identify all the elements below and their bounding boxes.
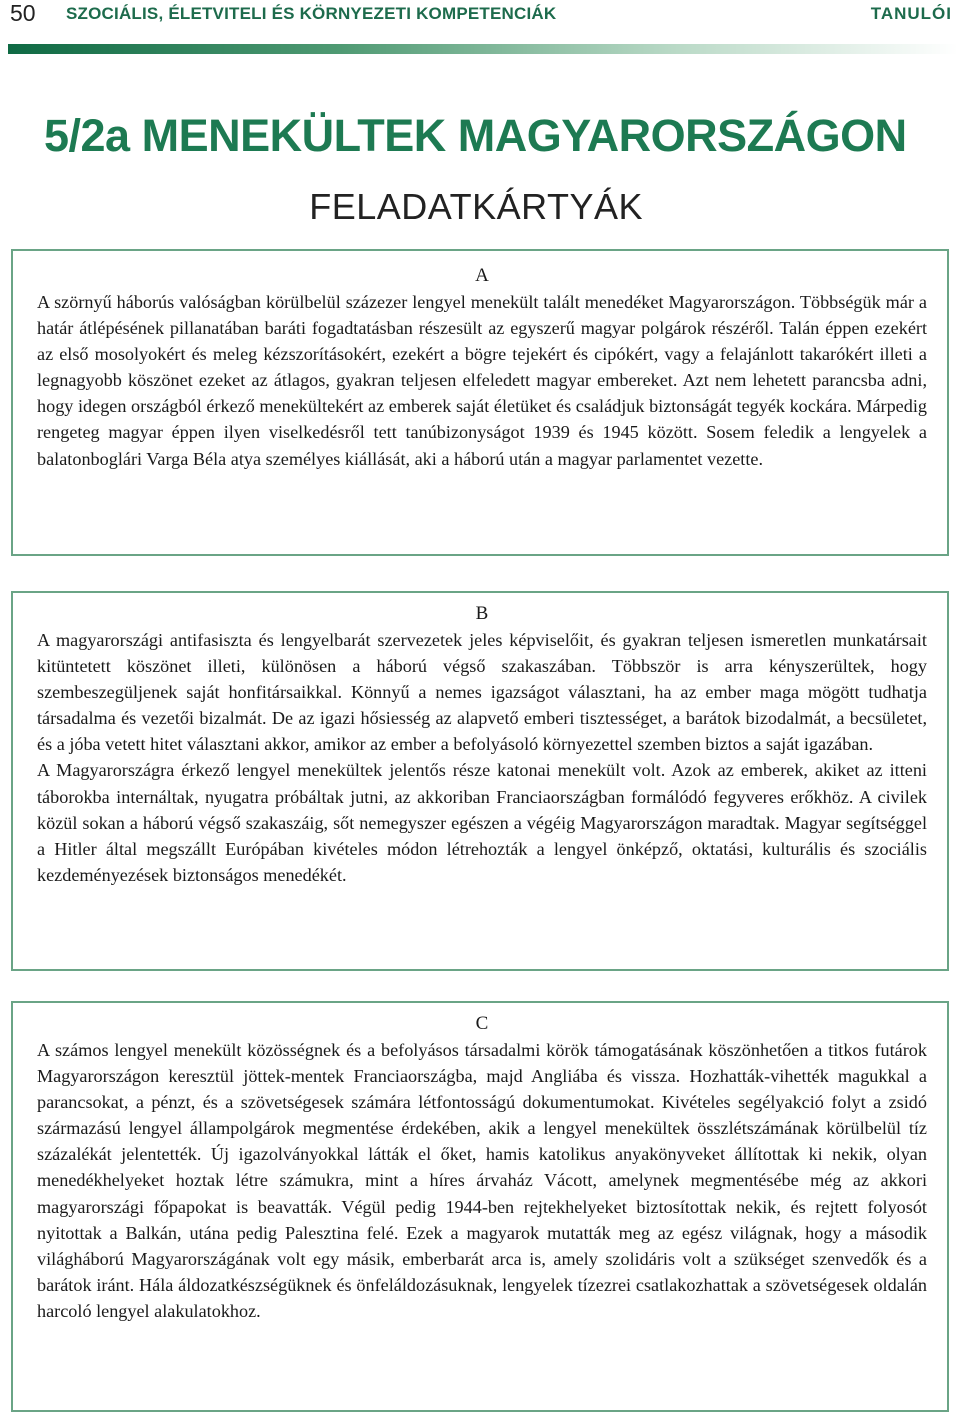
page-header [0,0,960,34]
header-gradient-bar [8,44,958,54]
audience-label: TANULÓI [870,4,952,23]
page-subtitle: FELADATKÁRTYÁK [309,186,643,227]
task-card-b [11,591,949,971]
card-paragraph: A szörnyű háborús valóságban körülbelül százezer lengyel menekült talált menedéket Magyarországon. Többségük már a határ átlépésének pillanatában baráti fogadtatásban részesült az egyszerű magyar polgárok részéről. Talán éppen ezekért az első mosolyokért és meleg kézszorításokért, ezekért a bögre tejekért és cipókért, vagy a felajánlott takarókért illeti a legnagyobb köszönet ezeket az átlagos, gyakran teljesen elfeledett magyar embereket. Azt nem lehetett parancsba adni, hogy idegen országból érkező menekültekért az emberek saját életüket és családjuk biztonságát tegyék kockára. Márpedig rengeteg magyar éppen ilyen viselkedésről tett tanúbizonyságot 1939 és 1945 között. Sosem feledik a lengyelek a balatonboglári Varga Béla atya személyes kiállását, aki a háború után a magyar parlamentet vezette. [37,292,927,469]
card-paragraph: A számos lengyel menekült közösségnek és a befolyásos társadalmi körök támogatásának köszönhetően a titkos futárok Magyarországon keresztül jöttek-mentek Franciaországba, majd Angliába és vissza. Hozhatták-vihették magukkal a parancsokat, a pénzt, és a szövetségesek számára létfontosságú dokumentumokat. Kivételes segélyakció folyt a zsidó származású lengyel állampolgárok megmentése érdekében, akik a lengyel menekültek összlétszámának körülbelül tíz százalékát jelentették. Új igazolványokkal látták el őket, hamis katolikus anyakönyveket állítottak ki nekik, olyan menedékhelyeket hoztak létre számukra, mint a híres árvaház Vácott, amelynek megmentésébe még az akkori magyarországi főpapokat is beavatták. Végül pedig 1944-ben rejtekhelyeket biztosítottak nekik, és rejtett folyosót nyitottak a Balkán, utána pedig Palesztina felé. Ezek a magyarok mutatták meg az egész világnak, hogy a második világháború Magyarországának volt egy másik, emberbarát arca is, amely szolidáris volt a szükséget szenvedők és a barátok iránt. Hála áldozatkészségüknek és önfeláldozásuknak, lengyelek tízezrei csatlakozhattak a szövetségesek oldalán harcoló lengyel alakulatokhoz. [37,1040,927,1321]
card-paragraph: A Magyarországra érkező lengyel menekültek jelentős része katonai menekült volt. Azok az emberek, akiket az itteni táborokba internáltak, nyugatra próbáltak jutni, az akkoriban Franciaországban formálódó fegyveres erőkhöz. A civilek közül sokan a háború végső szakaszáig, sőt nemegyszer egészen a végéig Magyarországon maradtak. Magyar segítséggel a Hitler által megszállt Európában kivételes módon létrehozták a lengyel önképző, oktatási, kulturális és szociális kezdeményezések biztonságos menedékét. [37,760,927,885]
section-title: SZOCIÁLIS, ÉLETVITELI ÉS KÖRNYEZETI KOMPETENCIÁK [66,4,557,23]
card-letter: C [475,1013,489,1034]
page-title: 5/2a MENEKÜLTEK MAGYARORSZÁGON [44,110,907,161]
page-number: 50 [10,0,36,26]
card-paragraph: A magyarországi antifasiszta és lengyelbarát szervezetek jeles képviselőit, és gyakran teljesen ismeretlen munkatársait kitüntetett köszönet illeti, különösen a háború végső szakaszában. Többször is arra kényszerültek, hogy szembeszegüljenek saját honfitársaikkal. Könnyű a nemes igazságot választani, ha az ember maga mögött tudhatja társadalma és vezetői bizalmát. De az igazi hősiesség az alapvető emberi tisztességet, a barátok bizodalmát, a becsületet, és a jóba vetett hitet választani akkor, amikor az ember a befolyásoló környezettel szemben biztos a saját igazában. [37,630,927,755]
task-card-c [11,1001,949,1412]
card-letter: B [475,603,489,624]
task-card-a [11,249,949,556]
card-letter: A [475,265,489,286]
